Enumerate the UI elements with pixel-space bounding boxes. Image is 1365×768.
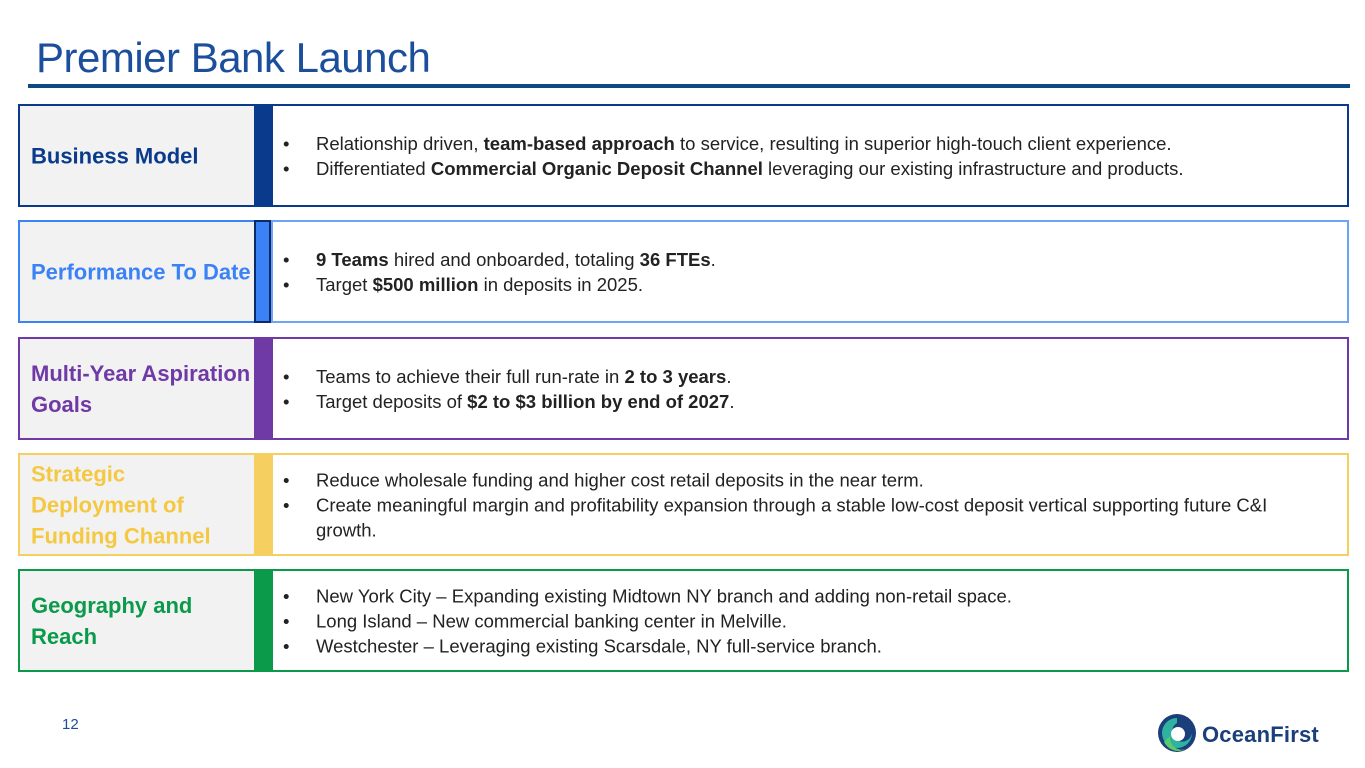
row-label-box xyxy=(18,104,254,207)
bullet-list xyxy=(283,467,1333,542)
strategic-label: Strategic Deployment of Funding Channel xyxy=(31,461,211,548)
bullet-item: • Target deposits of $2 to $3 billion by end of 2027. xyxy=(283,389,1333,414)
aspiration-row xyxy=(18,337,1349,440)
oceanfirst-logo xyxy=(1156,712,1346,754)
accent-bar xyxy=(254,453,271,556)
row-content-box xyxy=(271,453,1349,556)
bullet-list xyxy=(283,364,1333,414)
logo-text: OceanFirst xyxy=(1202,722,1319,747)
accent-bar xyxy=(254,220,271,323)
row-label-box xyxy=(18,453,254,556)
page-number: 12 xyxy=(62,716,79,733)
page-title: Premier Bank Launch xyxy=(36,34,431,81)
bullet-item: • New York City – Expanding existing Midtown NY branch and adding non-retail space. xyxy=(283,583,1333,608)
bullet-item: • Differentiated Commercial Organic Deposit Channel leveraging our existing infrastructure and products. xyxy=(283,156,1333,181)
row-label-box xyxy=(18,569,254,672)
performance-label: Performance To Date xyxy=(31,259,251,284)
bullet-item: • Teams to achieve their full run-rate in 2 to 3 years. xyxy=(283,364,1333,389)
aspiration-label: Multi-Year Aspiration Goals xyxy=(31,360,251,417)
row-content-box xyxy=(271,104,1349,207)
row-label-box xyxy=(18,337,254,440)
bullet-item: • Relationship driven, team-based approach to service, resulting in superior high-touch client experience. xyxy=(283,131,1333,156)
bullet-item: • Reduce wholesale funding and higher cost retail deposits in the near term. xyxy=(283,467,1333,492)
bullet-list xyxy=(283,247,1333,297)
geography-label: Geography and Reach xyxy=(31,592,193,649)
row-content-box xyxy=(271,337,1349,440)
accent-bar xyxy=(254,104,271,207)
row-content-box xyxy=(271,569,1349,672)
strategic-row xyxy=(18,453,1349,556)
bullet-item: • Create meaningful margin and profitability expansion through a stable low-cost deposit vertical supporting future C&I growth. xyxy=(283,492,1333,542)
bullet-item: • Westchester – Leveraging existing Scarsdale, NY full-service branch. xyxy=(283,633,1333,658)
wave-icon xyxy=(1156,712,1198,754)
business-model-row xyxy=(18,104,1349,207)
row-label-box xyxy=(18,220,254,323)
bullet-item: • Long Island – New commercial banking center in Melville. xyxy=(283,608,1333,633)
bullet-item: • Target $500 million in deposits in 2025. xyxy=(283,272,1333,297)
performance-row xyxy=(18,220,1349,323)
accent-bar xyxy=(254,337,271,440)
row-content-box xyxy=(271,220,1349,323)
bullet-list xyxy=(283,583,1333,658)
bullet-list xyxy=(283,131,1333,181)
bullet-item: • 9 Teams hired and onboarded, totaling 36 FTEs. xyxy=(283,247,1333,272)
accent-bar xyxy=(254,569,271,672)
geography-row xyxy=(18,569,1349,672)
business-model-label: Business Model xyxy=(31,143,199,168)
title-divider xyxy=(28,84,1350,88)
